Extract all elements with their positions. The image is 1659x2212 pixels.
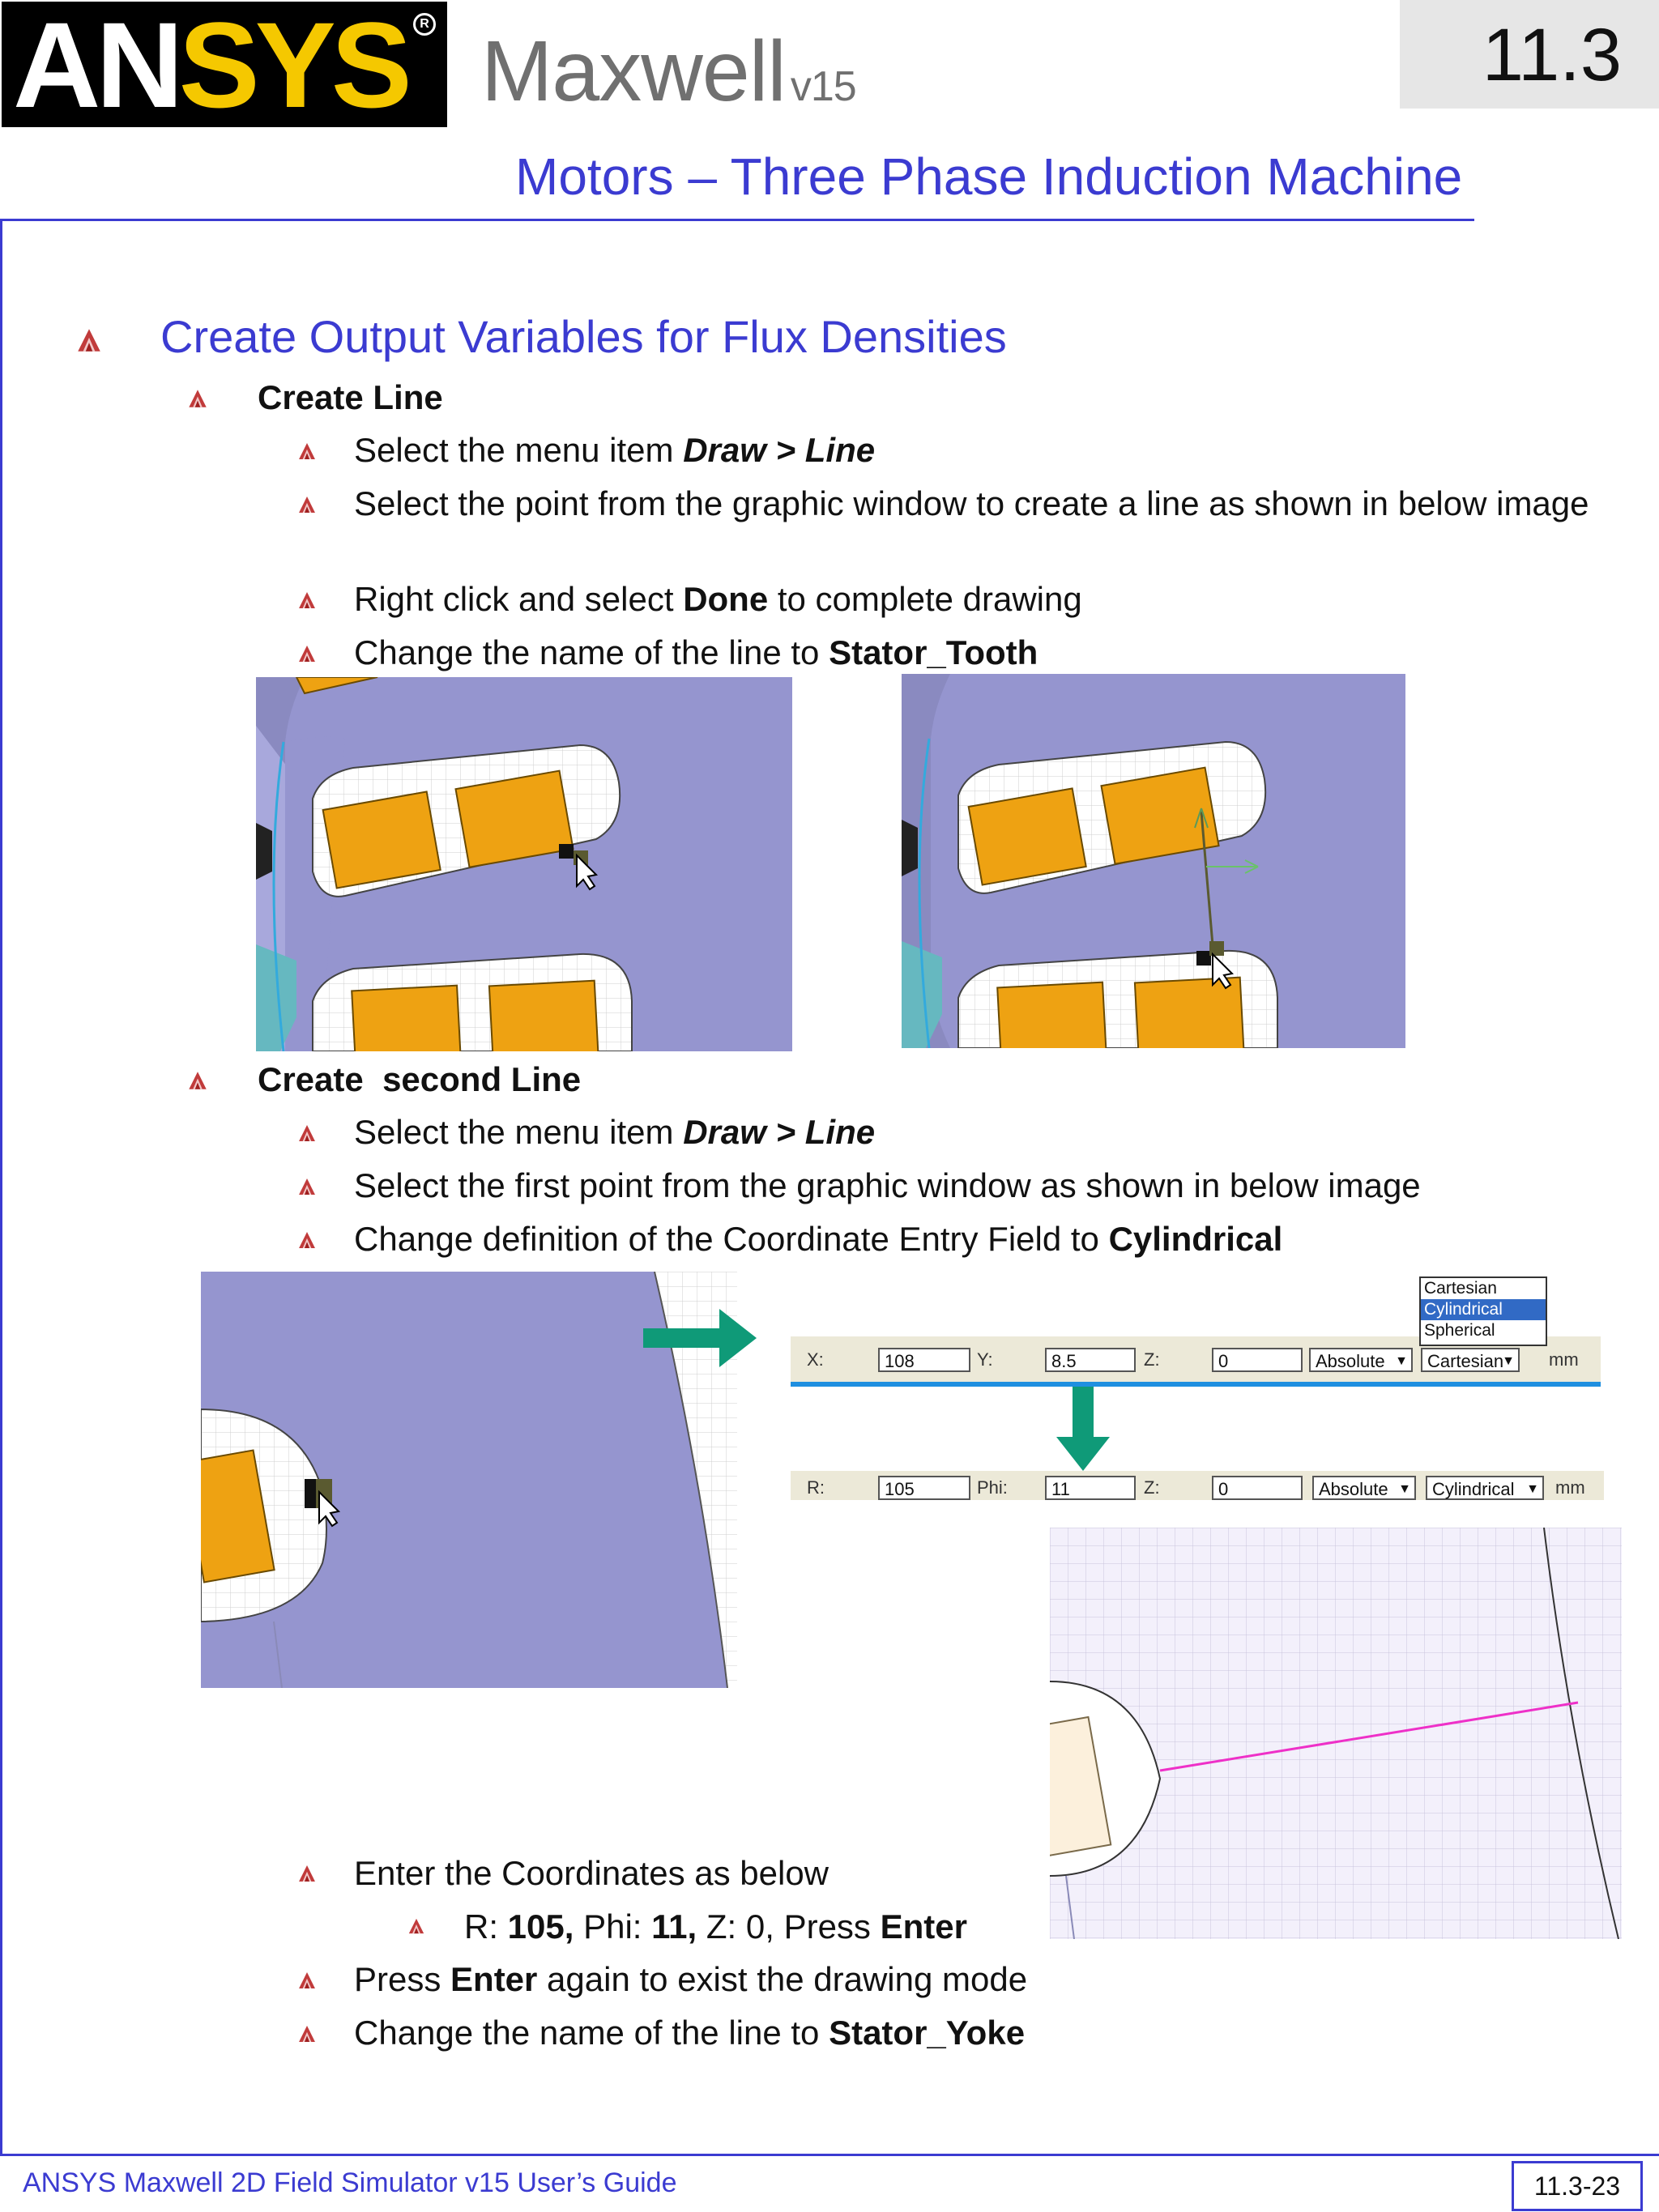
phi-label: Phi:: [977, 1477, 1008, 1498]
step-press-enter-again: [354, 1957, 1027, 2002]
z-label: Z:: [1144, 1477, 1160, 1498]
y-label: Y:: [977, 1349, 993, 1370]
step-bold: Stator_Yoke: [829, 2014, 1026, 2052]
system-value: Cartesian: [1427, 1351, 1504, 1371]
arrow-down-icon: [1056, 1387, 1110, 1471]
step-draw-line-2: [354, 1110, 875, 1155]
step-text: to complete drawing: [768, 580, 1082, 618]
mode-select[interactable]: [1312, 1476, 1416, 1500]
bullet-icon: [75, 326, 104, 355]
unit-label: mm: [1549, 1349, 1579, 1370]
step-text: again to exist the drawing mode: [537, 1960, 1028, 1998]
r-field[interactable]: 105: [878, 1476, 970, 1500]
z-field[interactable]: 0: [1212, 1348, 1303, 1372]
y-field[interactable]: 8.5: [1045, 1348, 1136, 1372]
page-subtitle: Motors – Three Phase Induction Machine: [515, 147, 1463, 206]
bullet-icon: [296, 494, 318, 515]
create-line-title: Create Line: [258, 378, 443, 416]
bullet-icon: [296, 441, 318, 462]
chevron-down-icon: ▼: [1526, 1482, 1539, 1496]
product-title: [481, 23, 856, 135]
enter-key: Enter: [880, 1907, 967, 1946]
bullet-icon: [296, 643, 318, 664]
step-text: Change the name of the line to: [354, 633, 830, 671]
logo-text: ANSYS: [13, 0, 407, 133]
step-bold: Cylindrical: [1108, 1220, 1283, 1258]
step-change-to-cylindrical: [354, 1217, 1282, 1262]
step-text: Select the menu item: [354, 431, 684, 469]
coordinate-system-dropdown[interactable]: [1419, 1276, 1547, 1346]
step-bold: Enter: [450, 1960, 538, 1998]
bullet-icon: [296, 1230, 318, 1251]
option-cylindrical[interactable]: Cylindrical: [1421, 1299, 1546, 1320]
phi-label: Phi:: [574, 1907, 652, 1946]
mode-value: Absolute: [1319, 1479, 1388, 1499]
step-select-point: Select the point from the graphic window to create a line as shown in below image: [354, 484, 1589, 522]
z-label: Z:: [1144, 1349, 1160, 1370]
bullet-icon: [296, 590, 318, 611]
step-text: Select the menu item: [354, 1113, 684, 1151]
ansys-logo: [2, 0, 447, 133]
step-enter-coordinates: Enter the Coordinates as below: [354, 1854, 830, 1892]
bullet-icon: [296, 1123, 318, 1144]
bullet-icon: [296, 2023, 318, 2044]
coordinate-system-select[interactable]: [1426, 1476, 1544, 1500]
footer-guide-title: ANSYS Maxwell 2D Field Simulator v15 User’s Guide: [23, 2167, 677, 2198]
step-text: Press: [354, 1960, 451, 1998]
chapter-badge: [1400, 0, 1659, 109]
step-select-first-point: Select the first point from the graphic window as shown in below image: [354, 1166, 1421, 1204]
page-number: 11.3-23: [1512, 2161, 1643, 2211]
step-rename-stator-yoke: [354, 2010, 1025, 2056]
phi-value: 11,: [651, 1907, 697, 1946]
r-label: R:: [807, 1477, 825, 1498]
z-field[interactable]: 0: [1212, 1476, 1303, 1500]
header-rule: [0, 219, 1474, 221]
product-version: v15: [790, 63, 856, 110]
step-right-click-done: [354, 577, 1082, 622]
registered-mark-icon: R: [413, 13, 436, 36]
step-text: Right click and select: [354, 580, 684, 618]
system-value: Cylindrical: [1432, 1479, 1515, 1499]
menu-path: Draw > Line: [683, 431, 876, 469]
step-bold: Done: [683, 580, 769, 618]
arrow-right-icon: [643, 1309, 757, 1367]
mode-value: Absolute: [1316, 1351, 1385, 1371]
z-text: Z: 0, Press: [697, 1907, 881, 1946]
x-label: X:: [807, 1349, 824, 1370]
bullet-icon: [296, 1970, 318, 1991]
step-text: Change the name of the line to: [354, 2014, 830, 2052]
chevron-down-icon: ▼: [1395, 1354, 1408, 1368]
bullet-icon: [186, 1069, 209, 1092]
subsection-title-create-line: [258, 375, 443, 420]
subsection-title-second-line: [258, 1057, 581, 1102]
x-field[interactable]: 108: [878, 1348, 970, 1372]
step-bold: Stator_Tooth: [829, 633, 1038, 671]
r-value: 105,: [507, 1907, 574, 1946]
mode-select[interactable]: [1309, 1348, 1413, 1372]
footer-rule: [0, 2154, 1659, 2156]
screenshot-line-drawn: [902, 674, 1405, 1048]
bullet-icon: [407, 1916, 426, 1936]
coordinate-toolbar-cylindrical: [791, 1471, 1604, 1500]
screenshot-yoke-line: [1050, 1528, 1622, 1939]
chapter-number: 11.3: [1482, 14, 1622, 96]
screenshot-point-select: [256, 677, 792, 1051]
unit-label: mm: [1555, 1477, 1585, 1498]
bullet-icon: [296, 1863, 318, 1884]
menu-path: Draw > Line: [683, 1113, 876, 1151]
chevron-down-icon: ▼: [1502, 1354, 1515, 1368]
step-text: Change definition of the Coordinate Entry Field to: [354, 1220, 1109, 1258]
option-spherical[interactable]: Spherical: [1424, 1321, 1495, 1340]
coordinate-system-select[interactable]: [1421, 1348, 1520, 1372]
r-label: R:: [464, 1907, 508, 1946]
coordinate-values: [464, 1904, 967, 1950]
step-draw-line: [354, 428, 875, 473]
phi-field[interactable]: 11: [1045, 1476, 1136, 1500]
option-cartesian[interactable]: Cartesian: [1424, 1279, 1497, 1298]
step-rename-stator-tooth: [354, 630, 1038, 676]
section-heading: Create Output Variables for Flux Densities: [160, 311, 1007, 362]
chevron-down-icon: ▼: [1398, 1482, 1411, 1496]
bullet-icon: [296, 1176, 318, 1197]
second-line-title: Create second Line: [258, 1060, 582, 1098]
bullet-icon: [186, 387, 209, 410]
product-name: Maxwell: [481, 23, 786, 119]
left-border: [0, 219, 2, 2156]
